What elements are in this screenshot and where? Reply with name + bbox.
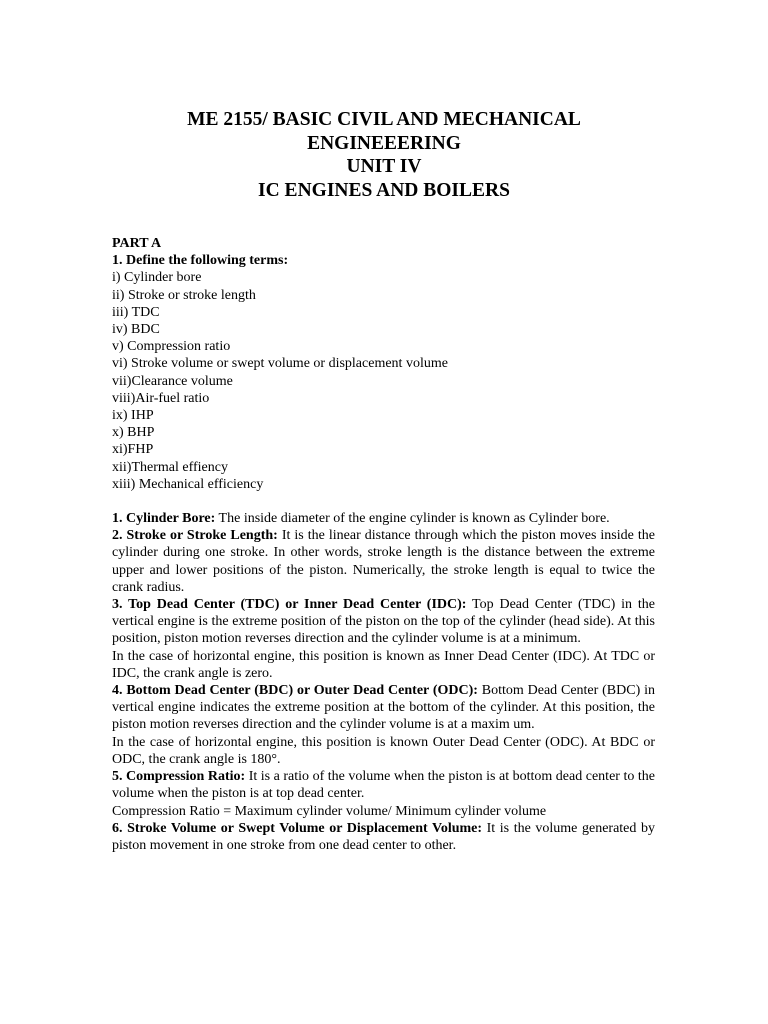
terms-list	[112, 269, 655, 493]
term-item: ii) Stroke or stroke length	[112, 287, 256, 303]
definition-heading: 1. Cylinder Bore:	[112, 511, 216, 527]
definition-stroke-length	[112, 527, 655, 596]
definition-tdc	[112, 596, 655, 648]
definition-text: The inside diameter of the engine cylinder is known as Cylinder bore.	[215, 511, 610, 527]
term-item: iii) TDC	[112, 304, 160, 320]
term-item: i) Cylinder bore	[112, 270, 202, 286]
term-item: vi) Stroke volume or swept volume or displacement volume	[112, 356, 448, 372]
definition-stroke-volume	[112, 820, 655, 854]
term-item: iv) BDC	[112, 322, 160, 338]
definition-cylinder-bore	[112, 510, 655, 527]
term-item: viii)Air-fuel ratio	[112, 390, 210, 406]
definition-heading: 6. Stroke Volume or Swept Volume or Displacement Volume:	[112, 820, 483, 836]
title-line-course: ME 2155/ BASIC CIVIL AND MECHANICAL	[187, 109, 581, 130]
term-item: v) Compression ratio	[112, 339, 231, 355]
compression-ratio-formula: Compression Ratio = Maximum cylinder volume/ Minimum cylinder volume	[112, 803, 547, 819]
document-title	[0, 108, 768, 202]
definition-text: Top Dead Center (TDC) in the vertical engine is the extreme position of the piston on the top of the cylinder (head side). At this position, piston motion reverses direction and the cylinder volume is at a minimum.	[112, 597, 655, 647]
term-item: xi)FHP	[112, 442, 154, 458]
title-line-topic: IC ENGINES AND BOILERS	[258, 179, 510, 201]
term-item: vii)Clearance volume	[112, 373, 233, 389]
part-label: PART A	[112, 236, 162, 251]
definition-bdc	[112, 682, 655, 734]
definition-heading: 4. Bottom Dead Center (BDC) or Outer Dead Center (ODC):	[112, 683, 478, 699]
definition-text: Bottom Dead Center (BDC) in vertical engine indicates the extreme position at the bottom of the cylinder. At this position, the piston motion reverses direction and the cylinder volume is at a maxim um.	[112, 683, 655, 733]
question-heading: 1. Define the following terms:	[112, 253, 289, 269]
definition-text: It is a ratio of the volume when the piston is at bottom dead center to the volume when the piston is at top dead center.	[112, 769, 655, 802]
term-item: xiii) Mechanical efficiency	[112, 476, 264, 492]
definition-compression-ratio	[112, 768, 655, 802]
term-item: xii)Thermal effiency	[112, 459, 228, 475]
document-body	[112, 235, 655, 854]
definition-heading: 5. Compression Ratio:	[112, 769, 246, 785]
term-item: ix) IHP	[112, 408, 154, 424]
definition-text: It is the linear distance through which the piston moves inside the cylinder during one stroke. In other words, stroke length is the distance between the extreme upper and lower positions of the piston. Numerically, the stroke length is equal to twice the crank radius.	[112, 528, 655, 595]
definition-heading: 3. Top Dead Center (TDC) or Inner Dead Center (IDC):	[112, 597, 467, 613]
title-line-engineering: ENGINEEERING	[307, 132, 461, 154]
definition-bdc-note: In the case of horizontal engine, this position is known Outer Dead Center (ODC). At BDC or ODC, the crank angle is 180°.	[112, 734, 655, 767]
definition-text: It is the volume generated by piston movement in one stroke from one dead center to other.	[112, 820, 655, 853]
term-item: x) BHP	[112, 425, 155, 441]
definition-heading: 2. Stroke or Stroke Length:	[112, 528, 278, 544]
definition-tdc-note: In the case of horizontal engine, this position is known as Inner Dead Center (IDC). At TDC or IDC, the crank angle is zero.	[112, 648, 655, 681]
title-line-unit: UNIT IV	[346, 156, 422, 177]
